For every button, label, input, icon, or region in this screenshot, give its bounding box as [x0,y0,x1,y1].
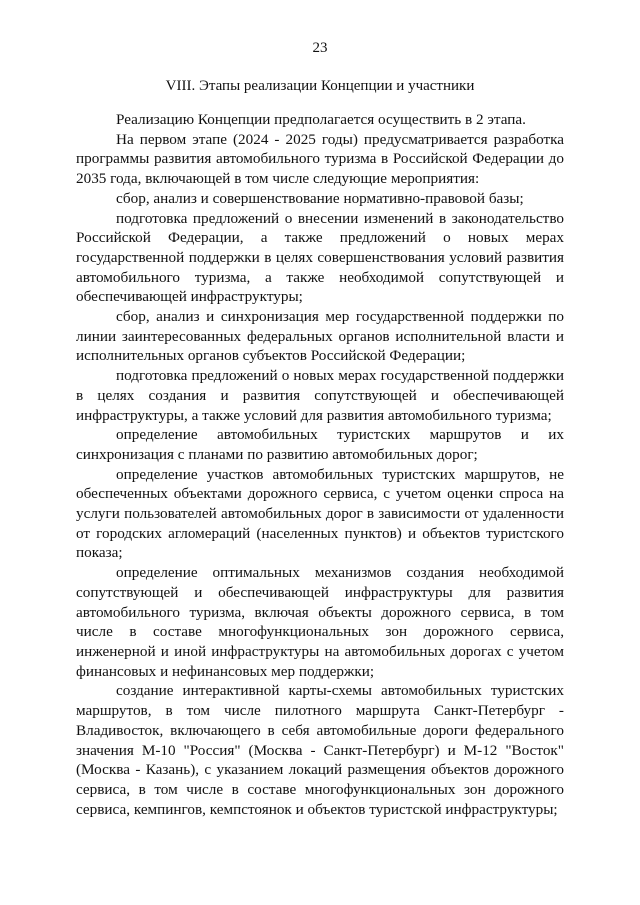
paragraph-first-stage: На первом этапе (2024 - 2025 годы) предусматривается разработка программы развития автомобильного туризма в Российской Федерации до 2035 года, включающей в том числе следующие мероприятия: [76,130,564,188]
paragraph-list-item: определение автомобильных туристских маршрутов и их синхронизация с планами по развитию автомобильных дорог; [76,426,564,463]
paragraph-list-item: сбор, анализ и синхронизация мер государственной поддержки по линии заинтересованных федеральных органов исполнительной власти и исполнительных органов субъектов Российской Федерации; [76,308,564,365]
document-body [76,110,564,819]
paragraph-list-item: подготовка предложений о внесении изменений в законодательство Российской Федерации, а также предложений о новых мерах государственной поддержки в целях совершенствования условий развития автомобильного туризма, а также необходимой сопутствующей и обеспечивающей инфраструктуры; [76,209,564,306]
paragraph-list-item: сбор, анализ и совершенствование нормативно-правовой базы; [116,189,524,207]
page-number: 23 [312,40,328,56]
section-title: VIII. Этапы реализации Концепции и участники [165,78,475,94]
paragraph-list-item: определение участков автомобильных туристских маршрутов, не обеспеченных объектами дорожного сервиса, с учетом оценки спроса на услуги пользователей автомобильных дорог в зависимости от удаленности от городских агломераций (населенных пунктов) и объектов туристского показа; [76,465,564,562]
paragraph-list-item: подготовка предложений о новых мерах государственной поддержки в целях создания и развития сопутствующей и обеспечивающей инфраструктуры, а также условий для развития автомобильного туризма; [76,367,564,424]
paragraph-list-item: создание интерактивной карты-схемы автомобильных туристских маршрутов, в том числе пилотного маршрута Санкт-Петербург - Владивосток, включающего в себя автомобильные дороги федерального значения М-10 "Россия" (Москва - Санкт-Петербург) и М-12 "Восток" (Москва - Казань), с указанием локаций размещения объектов дорожного сервиса, в том числе в составе многофункциональных зон дорожного сервиса, кемпингов, кемпстоянок и объектов туристской инфраструктуры; [76,682,564,818]
paragraph-intro: Реализацию Концепции предполагается осуществить в 2 этапа. [116,111,526,128]
paragraph-list-item: определение оптимальных механизмов создания необходимой сопутствующей и обеспечивающей инфраструктуры для развития автомобильного туризма, включая объекты дорожного сервиса, в том числе в составе многофункциональных зон дорожного сервиса, инженерной и иной инфраструктуры на автомобильных дорогах с учетом финансовых и нефинансовых мер поддержки; [76,564,564,680]
